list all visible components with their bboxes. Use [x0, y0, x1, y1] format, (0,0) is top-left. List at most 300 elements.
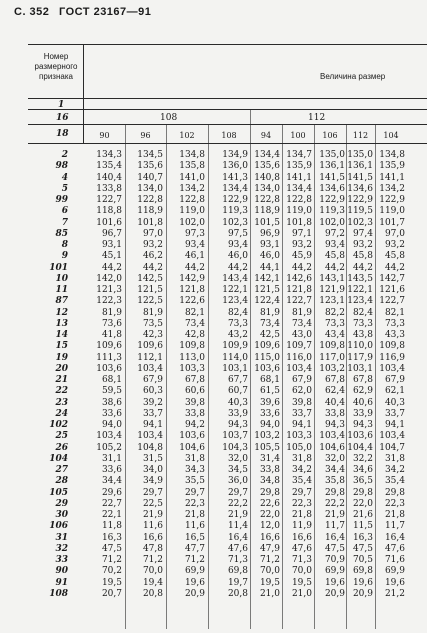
row-number: 12 — [55, 307, 68, 318]
table-cell: 33,7 — [142, 408, 163, 419]
table-cell: 93,2 — [142, 240, 163, 250]
table-cell: 103,3 — [286, 431, 312, 442]
table-cell: 122,5 — [137, 296, 163, 307]
table-cell: 20,8 — [227, 588, 248, 599]
table-cell: 34,2 — [384, 465, 405, 475]
table-cell: 93,1 — [101, 240, 122, 250]
table-cell: 39,6 — [259, 397, 280, 408]
table-cell: 45,9 — [291, 251, 312, 262]
table-cell: 34,5 — [227, 465, 248, 475]
table-cell: 45,8 — [384, 251, 405, 262]
table-cell: 122,4 — [254, 296, 280, 307]
table-cell: 46,1 — [184, 251, 205, 262]
table-cell: 67,9 — [142, 375, 163, 385]
table-cell: 70,0 — [291, 566, 312, 577]
table-cell: 21,0 — [259, 588, 280, 599]
table-cell: 21,8 — [184, 510, 205, 520]
table-cell: 47,8 — [142, 543, 163, 554]
table-cell: 102,0 — [319, 217, 345, 228]
table-cell: 118,8 — [96, 206, 122, 217]
table-cell: 19,6 — [184, 577, 205, 588]
table-cell: 116,0 — [286, 352, 312, 363]
table-cell: 122,7 — [96, 195, 122, 205]
table-cell: 121,6 — [379, 285, 405, 295]
table-cell: 117,9 — [347, 352, 373, 363]
table-cell: 122,7 — [379, 296, 405, 307]
table-cell: 21,9 — [227, 510, 248, 520]
page-header — [14, 6, 157, 18]
table-cell: 97,5 — [227, 228, 248, 239]
table-cell: 69,8 — [352, 566, 373, 577]
table-cell: 93,4 — [324, 240, 345, 250]
row-number: 27 — [55, 465, 68, 475]
table-cell: 140,8 — [254, 172, 280, 183]
table-cell: 20,9 — [324, 588, 345, 599]
table-cell: 44,1 — [259, 262, 280, 273]
table-cell: 82,4 — [227, 307, 248, 318]
table-cell: 45,8 — [324, 251, 345, 262]
table-cell: 109,9 — [222, 341, 248, 352]
table-cell: 103,4 — [286, 363, 312, 374]
table-cell: 21,6 — [352, 510, 373, 520]
row-number: 28 — [55, 476, 68, 487]
table-cell: 22,1 — [101, 510, 122, 520]
table-cell: 97,0 — [142, 228, 163, 239]
table-cell: 71,2 — [184, 555, 205, 565]
table-cell: 119,0 — [379, 206, 405, 217]
table-cell: 68,1 — [259, 375, 280, 385]
table-cell: 105,2 — [96, 442, 122, 453]
table-cell: 135,0 — [319, 150, 345, 160]
table-cell: 123,4 — [347, 296, 373, 307]
table-cell: 47,5 — [352, 543, 373, 554]
table-cell: 109,6 — [137, 341, 163, 352]
row-number-heading: Номер размерного признака — [34, 52, 78, 81]
column-header: 112 — [352, 131, 369, 140]
table-cell: 11,7 — [384, 521, 405, 532]
table-cell: 118,9 — [254, 206, 280, 217]
table-cell: 109,6 — [96, 341, 122, 352]
table-cell: 19,7 — [227, 577, 248, 588]
row-number: 87 — [55, 296, 68, 307]
table-cell: 71,3 — [291, 555, 312, 565]
row-number: 14 — [55, 330, 68, 340]
table-cell: 21,8 — [384, 510, 405, 520]
table-cell: 62,4 — [324, 386, 345, 397]
table-cell: 67,8 — [352, 375, 373, 385]
table-cell: 103,6 — [96, 363, 122, 374]
table-cell: 103,4 — [137, 431, 163, 442]
table-cell: 121,5 — [137, 285, 163, 295]
table-cell: 71,2 — [259, 555, 280, 565]
table-cell: 97,2 — [324, 228, 345, 239]
table-cell: 19,6 — [324, 577, 345, 588]
table-cell: 70,5 — [352, 555, 373, 565]
table-cell: 43,4 — [324, 330, 345, 340]
table-cell: 134,0 — [137, 183, 163, 194]
header-left-divider — [83, 44, 84, 144]
table-cell: 22,7 — [101, 498, 122, 509]
table-cell: 70,0 — [259, 566, 280, 577]
table-cell: 60,3 — [142, 386, 163, 397]
row-number: 11 — [55, 285, 68, 295]
table-cell: 31,4 — [259, 453, 280, 464]
table-cell: 71,2 — [101, 555, 122, 565]
table-cell: 122,9 — [319, 195, 345, 205]
table-cell: 44,2 — [291, 262, 312, 273]
page-number: С. 352 — [14, 6, 50, 18]
table-cell: 12,0 — [259, 521, 280, 532]
table-cell: 22,2 — [227, 498, 248, 509]
table-cell: 31,8 — [291, 453, 312, 464]
row-number: 26 — [55, 442, 68, 453]
table-cell: 34,4 — [101, 476, 122, 487]
table-cell: 109,8 — [179, 341, 205, 352]
table-cell: 21,2 — [384, 588, 405, 599]
table-cell: 103,6 — [179, 431, 205, 442]
table-cell: 142,1 — [254, 273, 280, 284]
table-cell: 142,5 — [137, 273, 163, 284]
table-cell: 94,1 — [142, 420, 163, 430]
table-cell: 19,6 — [384, 577, 405, 588]
table-cell: 73,4 — [291, 318, 312, 329]
table-cell: 22,0 — [352, 498, 373, 509]
table-cell: 29,7 — [227, 487, 248, 498]
row-number: 31 — [55, 532, 68, 543]
table-cell: 34,4 — [324, 465, 345, 475]
table-cell: 73,4 — [184, 318, 205, 329]
column-header: 102 — [179, 131, 195, 140]
table-cell: 135,8 — [179, 161, 205, 172]
table-cell: 67,8 — [184, 375, 205, 385]
table-cell: 134,9 — [222, 150, 248, 160]
table-cell: 29,6 — [101, 487, 122, 498]
table-cell: 69,9 — [324, 566, 345, 577]
table-cell: 136,0 — [222, 161, 248, 172]
table-cell: 43,3 — [384, 330, 405, 340]
table-cell: 31,1 — [101, 453, 122, 464]
table-cell: 82,4 — [352, 307, 373, 318]
row-number: 8 — [61, 240, 68, 250]
table-cell: 22,5 — [142, 498, 163, 509]
table-cell: 29,7 — [184, 487, 205, 498]
table-cell: 109,8 — [319, 341, 345, 352]
table-cell: 33,8 — [259, 465, 280, 475]
table-cell: 34,8 — [259, 476, 280, 487]
table-cell: 118,9 — [137, 206, 163, 217]
table-cell: 135,4 — [96, 161, 122, 172]
table-cell: 141,1 — [379, 172, 405, 183]
table-cell: 81,9 — [101, 307, 122, 318]
table-cell: 101,8 — [286, 217, 312, 228]
table-cell: 122,1 — [347, 285, 373, 295]
row-number: 23 — [55, 397, 68, 408]
table-cell: 97,3 — [184, 228, 205, 239]
table-cell: 47,6 — [384, 543, 405, 554]
column-header: 94 — [260, 131, 272, 140]
table-cell: 122,3 — [96, 296, 122, 307]
row-number: 29 — [55, 498, 68, 509]
table-cell: 20,9 — [352, 588, 373, 599]
table-cell: 113,0 — [179, 352, 205, 363]
table-cell: 103,4 — [96, 431, 122, 442]
table-cell: 71,6 — [384, 555, 405, 565]
table-cell: 97,4 — [352, 228, 373, 239]
table-cell: 104,3 — [222, 442, 248, 453]
table-cell: 104,7 — [379, 442, 405, 453]
table-cell: 81,9 — [259, 307, 280, 318]
table-cell: 141,0 — [179, 172, 205, 183]
table-cell: 45,8 — [352, 251, 373, 262]
column-header: 100 — [290, 131, 306, 140]
table-cell: 141,5 — [319, 172, 345, 183]
table-cell: 47,9 — [259, 543, 280, 554]
table-cell: 68,1 — [101, 375, 122, 385]
table-cell: 73,3 — [384, 318, 405, 329]
table-cell: 73,3 — [227, 318, 248, 329]
table-cell: 33,9 — [352, 408, 373, 419]
table-cell: 73,6 — [101, 318, 122, 329]
table-cell: 122,8 — [286, 195, 312, 205]
table-cell: 33,7 — [291, 408, 312, 419]
table-cell: 47,5 — [324, 543, 345, 554]
table-cell: 134,4 — [222, 183, 248, 194]
table-cell: 62,0 — [291, 386, 312, 397]
group-112: 112 — [308, 113, 326, 123]
table-cell: 134,7 — [286, 150, 312, 160]
table-cell: 122,7 — [286, 296, 312, 307]
table-cell: 33,6 — [259, 408, 280, 419]
table-cell: 133,8 — [96, 183, 122, 194]
table-cell: 16,6 — [259, 532, 280, 543]
table-cell: 33,8 — [184, 408, 205, 419]
table-cell: 11,7 — [324, 521, 345, 532]
table-cell: 134,0 — [254, 183, 280, 194]
table-cell: 114,0 — [222, 352, 248, 363]
table-cell: 135,6 — [137, 161, 163, 172]
table-cell: 70,0 — [142, 566, 163, 577]
row-number: 24 — [55, 408, 68, 419]
table-cell: 93,1 — [259, 240, 280, 250]
table-cell: 101,7 — [379, 217, 405, 228]
table-cell: 29,8 — [384, 487, 405, 498]
row-number: 30 — [55, 510, 68, 520]
table-cell: 119,0 — [286, 206, 312, 217]
table-cell: 32,0 — [227, 453, 248, 464]
table-cell: 40,3 — [384, 397, 405, 408]
table-cell: 121,8 — [286, 285, 312, 295]
table-cell: 134,4 — [286, 183, 312, 194]
table-cell: 39,2 — [142, 397, 163, 408]
table-cell: 143,1 — [319, 273, 345, 284]
table-cell: 101,6 — [96, 217, 122, 228]
table-cell: 47,6 — [291, 543, 312, 554]
table-cell: 39,8 — [184, 397, 205, 408]
row-number: 13 — [55, 318, 68, 329]
table-cell: 94,3 — [227, 420, 248, 430]
table-cell: 97,1 — [291, 228, 312, 239]
row-number: 10 — [55, 273, 68, 284]
table-cell: 103,4 — [319, 431, 345, 442]
table-cell: 94,2 — [184, 420, 205, 430]
row-number: 6 — [61, 206, 68, 217]
table-cell: 40,3 — [227, 397, 248, 408]
table-cell: 104,6 — [319, 442, 345, 453]
table-cell: 81,9 — [291, 307, 312, 318]
table-cell: 35,8 — [324, 476, 345, 487]
column-header: 106 — [322, 131, 338, 140]
table-cell: 82,2 — [324, 307, 345, 318]
table-cell: 44,2 — [324, 262, 345, 273]
row-number: 98 — [55, 161, 68, 172]
table-cell: 19,6 — [352, 577, 373, 588]
table-cell: 119,0 — [179, 206, 205, 217]
header-rule-2 — [28, 109, 427, 110]
row-number: 21 — [55, 375, 68, 385]
table-cell: 102,3 — [222, 217, 248, 228]
table-cell: 43,2 — [227, 330, 248, 340]
group-108: 108 — [160, 113, 178, 123]
table-cell: 67,8 — [324, 375, 345, 385]
table-cell: 69,9 — [184, 566, 205, 577]
table-cell: 104,4 — [347, 442, 373, 453]
table-cell: 36,5 — [352, 476, 373, 487]
table-cell: 41,8 — [101, 330, 122, 340]
table-cell: 73,3 — [352, 318, 373, 329]
table-cell: 11,9 — [291, 521, 312, 532]
table-cell: 33,6 — [101, 408, 122, 419]
table-cell: 11,5 — [352, 521, 373, 532]
table-cell: 142,7 — [379, 273, 405, 284]
table-cell: 32,2 — [352, 453, 373, 464]
table-cell: 94,1 — [384, 420, 405, 430]
table-cell: 69,8 — [227, 566, 248, 577]
table-cell: 136,1 — [319, 161, 345, 172]
table-cell: 22,2 — [324, 498, 345, 509]
table-cell: 103,3 — [179, 363, 205, 374]
table-cell: 121,5 — [254, 285, 280, 295]
table-cell: 122,8 — [179, 195, 205, 205]
table-cell: 34,3 — [184, 465, 205, 475]
table-cell: 109,8 — [379, 341, 405, 352]
table-cell: 93,2 — [384, 240, 405, 250]
row-number: 25 — [55, 431, 68, 442]
table-cell: 73,3 — [324, 318, 345, 329]
table-cell: 104,8 — [137, 442, 163, 453]
table-cell: 103,4 — [379, 363, 405, 374]
row-number: 5 — [61, 183, 68, 194]
table-cell: 20,7 — [101, 588, 122, 599]
table-cell: 67,7 — [227, 375, 248, 385]
column-header: 108 — [221, 131, 237, 140]
table-cell: 29,8 — [259, 487, 280, 498]
table-cell: 21,0 — [291, 588, 312, 599]
table-cell: 22,3 — [384, 498, 405, 509]
table-cell: 33,9 — [227, 408, 248, 419]
row-number: 19 — [55, 352, 68, 363]
column-header: 96 — [140, 131, 151, 140]
row-number: 22 — [55, 386, 68, 397]
table-cell: 16,3 — [101, 532, 122, 543]
table-cell: 112,1 — [137, 352, 163, 363]
table-cell: 141,5 — [347, 172, 373, 183]
table-cell: 70,9 — [324, 555, 345, 565]
table-cell: 39,8 — [291, 397, 312, 408]
column-header: 90 — [99, 131, 110, 140]
table-cell: 19,5 — [101, 577, 122, 588]
header-row-1: 1 — [58, 100, 65, 110]
table-cell: 11,4 — [227, 521, 248, 532]
table-cell: 29,8 — [352, 487, 373, 498]
table-cell: 123,4 — [222, 296, 248, 307]
table-cell: 142,0 — [96, 273, 122, 284]
table-cell: 67,9 — [384, 375, 405, 385]
table-cell: 20,8 — [142, 588, 163, 599]
table-cell: 103,4 — [137, 363, 163, 374]
table-cell: 35,4 — [384, 476, 405, 487]
table-cell: 97,0 — [384, 228, 405, 239]
table-cell: 105,0 — [286, 442, 312, 453]
table-cell: 143,5 — [347, 273, 373, 284]
table-cell: 59,5 — [101, 386, 122, 397]
table-cell: 71,3 — [227, 555, 248, 565]
row-number: 2 — [61, 150, 68, 160]
table-cell: 16,6 — [142, 532, 163, 543]
table-cell: 29,7 — [291, 487, 312, 498]
table-cell: 103,2 — [254, 431, 280, 442]
table-cell: 116,9 — [379, 352, 405, 363]
table-cell: 94,3 — [324, 420, 345, 430]
table-cell: 29,8 — [324, 487, 345, 498]
table-cell: 109,7 — [286, 341, 312, 352]
table-cell: 134,8 — [379, 150, 405, 160]
table-cell: 73,5 — [142, 318, 163, 329]
table-cell: 94,0 — [259, 420, 280, 430]
table-cell: 47,7 — [184, 543, 205, 554]
table-cell: 102,0 — [179, 217, 205, 228]
table-cell: 47,5 — [101, 543, 122, 554]
table-cell: 61,5 — [259, 386, 280, 397]
header-row-18: 18 — [56, 129, 69, 139]
table-cell: 135,0 — [347, 150, 373, 160]
table-cell: 140,7 — [137, 172, 163, 183]
row-number: 101 — [49, 262, 68, 273]
table-cell: 103,6 — [347, 431, 373, 442]
table-cell: 101,5 — [254, 217, 280, 228]
table-cell: 45,1 — [101, 251, 122, 262]
table-cell: 16,4 — [227, 532, 248, 543]
table-cell: 71,2 — [142, 555, 163, 565]
table-cell: 82,1 — [184, 307, 205, 318]
table-cell: 140,4 — [96, 172, 122, 183]
table-cell: 40,4 — [324, 397, 345, 408]
table-cell: 121,3 — [96, 285, 122, 295]
table-cell: 141,3 — [222, 172, 248, 183]
table-cell: 141,1 — [286, 172, 312, 183]
table-cell: 119,3 — [319, 206, 345, 217]
table-cell: 96,7 — [101, 228, 122, 239]
table-cell: 67,9 — [291, 375, 312, 385]
table-cell: 109,6 — [254, 341, 280, 352]
table-cell: 82,1 — [384, 307, 405, 318]
table-cell: 43,8 — [352, 330, 373, 340]
table-cell: 44,2 — [384, 262, 405, 273]
table-cell: 93,2 — [291, 240, 312, 250]
table-cell: 19,5 — [259, 577, 280, 588]
row-number: 9 — [61, 251, 68, 262]
table-cell: 47,6 — [227, 543, 248, 554]
table-cell: 134,2 — [179, 183, 205, 194]
